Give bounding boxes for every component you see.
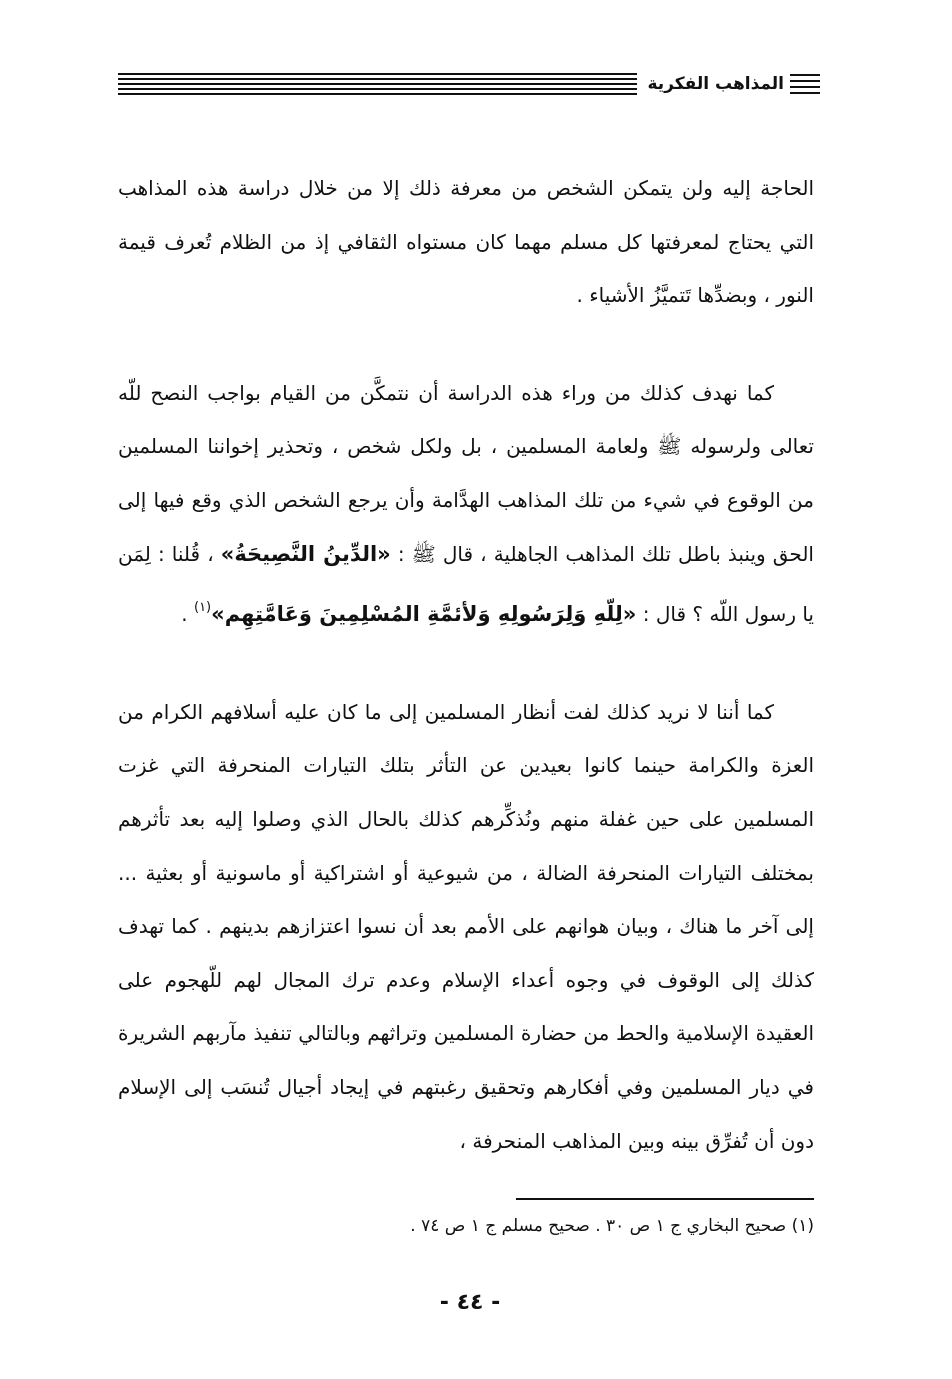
hadith-quote-2: «لِلّهِ وَلِرَسُولِهِ وَلأئمَّةِ المُسْلِمِينَ وَعَامَّتِهِم» [211, 602, 637, 627]
paragraph-2 [118, 367, 814, 642]
footnote: (١) صحيح البخاري ج ١ ص ٣٠ . صحيح مسلم ج ١ ص ٧٤ . [410, 1216, 814, 1236]
paragraph-1: الحاجة إليه ولن يتمكن الشخص من معرفة ذلك إلا من خلال دراسة هذه المذاهب التي يحتاج لمعرفتها كل مسلم مهما كان مستواه الثقافي إذ من الظلام تُعرف قيمة النور ، وبضدِّها تَتميَّزُ الأشياء . [118, 176, 814, 308]
header-title: المذاهب الفكرية [647, 74, 784, 94]
footnote-separator [516, 1198, 814, 1200]
paragraph-2-end: . [181, 602, 188, 627]
page-body [118, 162, 814, 1168]
paragraph-2-start: كما نهدف كذلك من وراء هذه الدراسة أن نتمكَّن من القيام بواجب النصح للّه تعالى ولرسوله ﷺ ولعامة المسلمين ، بل ولكل شخص ، وتحذير إخواننا المسلمين من الوقوع في شيء من تلك المذاهب الهدَّامة وأن يرجع الشخص الذي وقع فيها إلى الحق وينبذ باطل تلك المذاهب الجاهلية ، قال ﷺ : [118, 380, 814, 566]
hadith-quote-1: «الدِّينُ النَّصِيحَةُ» [220, 541, 391, 566]
page-number: - ٤٤ - [439, 1290, 501, 1315]
footnote-reference: (١) [193, 600, 212, 616]
paragraph-2-middle: ، قُلنا : لِمَن يا رسول اللّه ؟ قال : [118, 541, 814, 627]
header-rule-lines [118, 73, 637, 95]
header-marker-lines [790, 74, 820, 94]
paragraph-3: كما أننا لا نريد كذلك لفت أنظار المسلمين إلى ما كان عليه أسلافهم الكرام من العزة والكرامة حينما كانوا بعيدين عن التأثر بتلك التيارات المنحرفة التي غزت المسلمين على حين غفلة منهم ونُذكِّرهم كذلك بالحال الذي وصلوا إليه بعد تأثرهم بمختلف التيارات المنحرفة الضالة ، من شيوعية أو اشتراكية أو ماسونية أو بعثية ... إلى آخر ما هناك ، وبيان هوانهم على الأمم بعد أن نسوا اعتزازهم بدينهم . كما تهدف كذلك إلى الوقوف في وجوه أعداء الإسلام وعدم ترك المجال لهم للّهجوم على العقيدة الإسلامية والحط من حضارة المسلمين وتراثهم وبالتالي تنفيذ مآربهم الشريرة في ديار المسلمين وفي أفكارهم وتحقيق رغبتهم في إيجاد أجيال تُنسَب إلى الإسلام دون أن تُفرِّق بينه وبين المذاهب المنحرفة ، [118, 699, 814, 1153]
running-header [118, 66, 820, 102]
